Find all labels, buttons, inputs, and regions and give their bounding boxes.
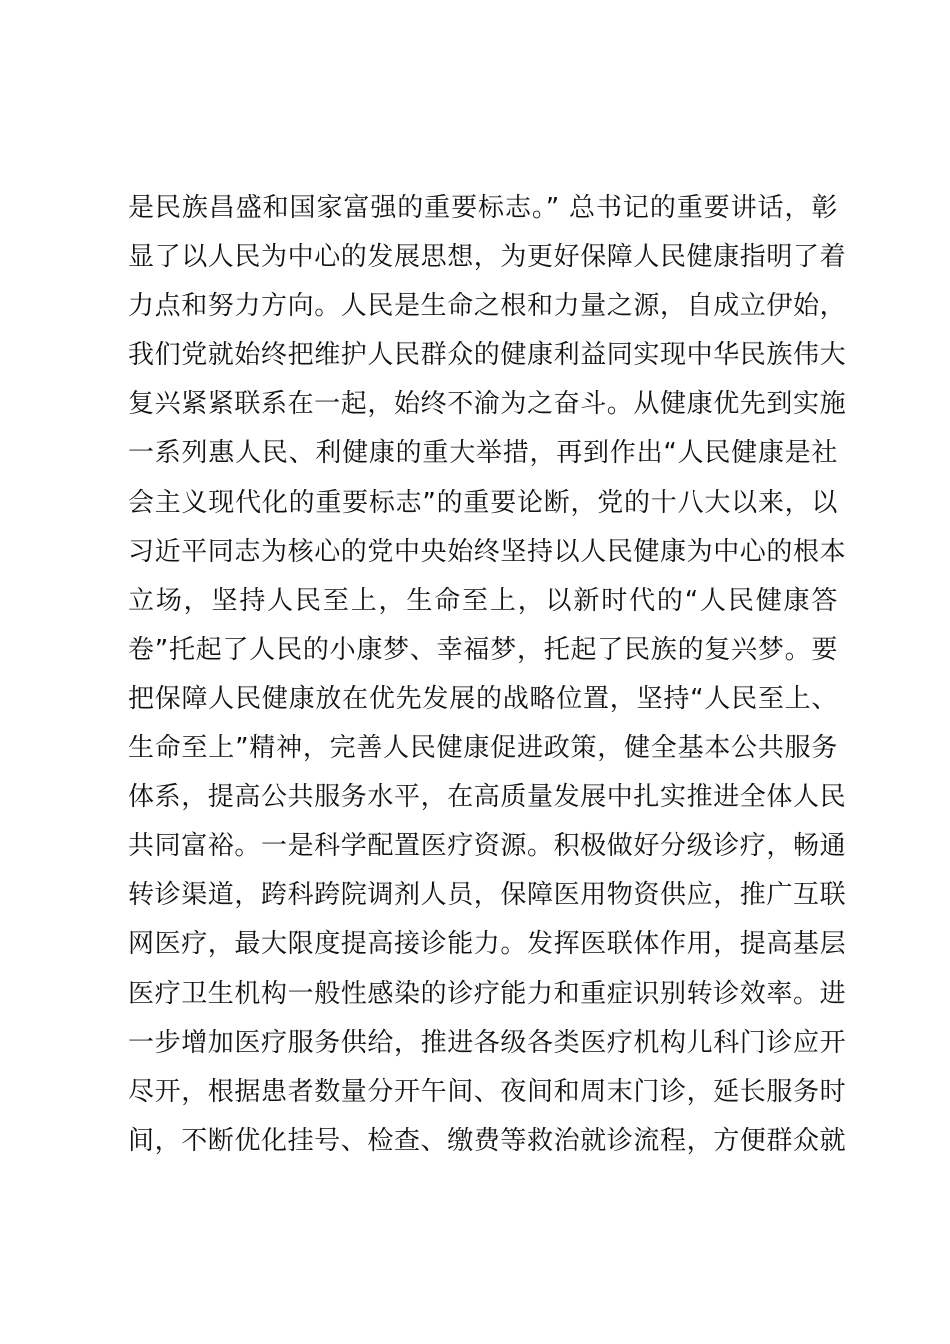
paragraph-line: 会主义现代化的重要标志”的重要论断，党的十八大以来，以 (128, 487, 838, 518)
paragraph-line: 网医疗，最大限度提高接诊能力。发挥医联体作用，提高基层 (128, 929, 847, 960)
paragraph-line: 习近平同志为核心的党中央始终坚持以人民健康为中心的根本 (128, 536, 847, 567)
paragraph-line: 我们党就始终把维护人民群众的健康利益同实现中华民族伟大 (128, 340, 847, 371)
body-paragraph (128, 184, 847, 1166)
paragraph-line: 医疗卫生机构一般性感染的诊疗能力和重症识别转诊效率。进 (128, 978, 847, 1009)
paragraph-line: 一系列惠人民、利健康的重大举措，再到作出“人民健康是社 (128, 438, 838, 469)
paragraph-line: 显了以人民为中心的发展思想，为更好保障人民健康指明了着 (128, 242, 847, 273)
paragraph-line: 把保障人民健康放在优先发展的战略位置，坚持“人民至上、 (128, 683, 838, 714)
paragraph-line: 是民族昌盛和国家富强的重要标志。” 总书记的重要讲话，彰 (128, 193, 838, 223)
paragraph-line: 复兴紧紧联系在一起，始终不渝为之奋斗。从健康优先到实施 (128, 389, 847, 420)
paragraph-line: 力点和努力方向。人民是生命之根和力量之源，自成立伊始， (128, 291, 847, 322)
paragraph-line: 共同富裕。一是科学配置医疗资源。积极做好分级诊疗，畅通 (128, 831, 847, 862)
paragraph-line: 生命至上”精神，完善人民健康促进政策，健全基本公共服务 (128, 733, 838, 764)
paragraph-line: 转诊渠道，跨科跨院调剂人员，保障医用物资供应，推广互联 (128, 880, 847, 911)
paragraph-line: 立场，坚持人民至上，生命至上，以新时代的“人民健康答 (128, 585, 838, 616)
paragraph-line: 间，不断优化挂号、检查、缴费等救治就诊流程，方便群众就 (128, 1125, 847, 1156)
paragraph-line: 体系，提高公共服务水平，在高质量发展中扎实推进全体人民 (128, 782, 847, 813)
paragraph-line: 卷”托起了人民的小康梦、幸福梦，托起了民族的复兴梦。要 (128, 634, 838, 665)
paragraph-line: 尽开，根据患者数量分开午间、夜间和周末门诊，延长服务时 (128, 1076, 847, 1107)
paragraph-line: 一步增加医疗服务供给，推进各级各类医疗机构儿科门诊应开 (128, 1027, 847, 1058)
